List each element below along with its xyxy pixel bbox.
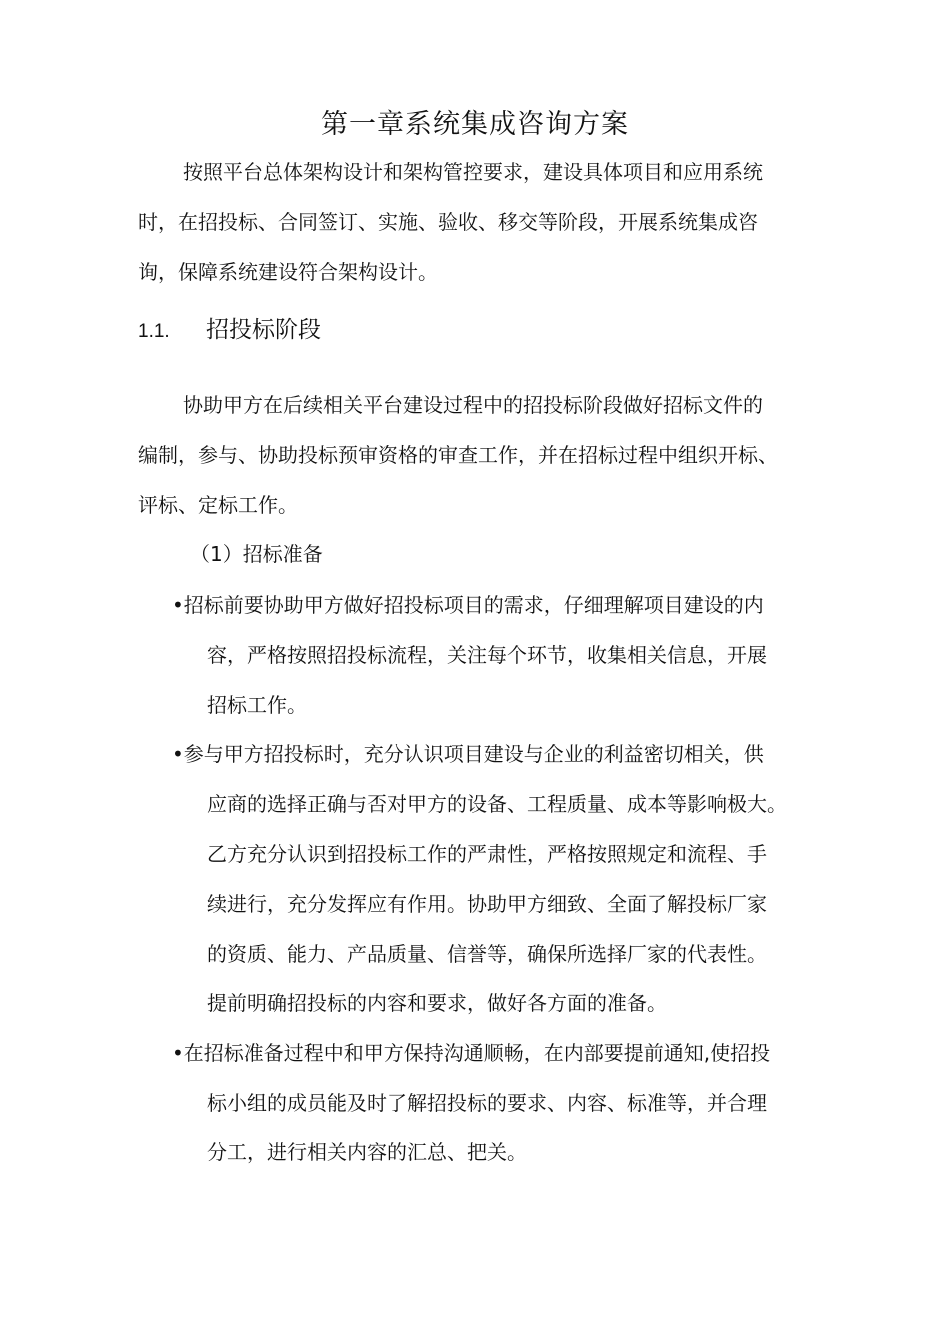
bullet-line: 的资质、能力、产品质量、信誉等，确保所选择厂家的代表性。 [207, 942, 767, 966]
bullet-line: 容，严格按照招投标流程，关注每个环节，收集相关信息，开展 [207, 643, 767, 667]
bullet-first-line: •在招标准备过程中和甲方保持沟通顺畅，在内部要提前通知,使招投 [172, 1041, 771, 1065]
bullet-first-line: •招标前要协助甲方做好招投标项目的需求，仔细理解项目建设的内 [172, 593, 764, 617]
section-para-line: 评标、定标工作。 [138, 493, 298, 517]
bullet-line: 招标工作。 [207, 693, 307, 717]
bullet-line: 续进行，充分发挥应有作用。协助甲方细致、全面了解投标厂家 [207, 892, 767, 916]
section-number: 1.1. [138, 321, 170, 342]
bullet-line: 分工，进行相关内容的汇总、把关。 [207, 1140, 527, 1164]
intro-line: 询，保障系统建设符合架构设计。 [138, 260, 438, 284]
intro-line: 时，在招投标、合同签订、实施、验收、移交等阶段，开展系统集成咨 [138, 210, 758, 234]
bullet-line: 乙方充分认识到招投标工作的严肃性，严格按照规定和流程、手 [207, 842, 767, 866]
bullet-line: 提前明确招投标的内容和要求，做好各方面的准备。 [207, 991, 667, 1015]
intro-line: 按照平台总体架构设计和架构管控要求，建设具体项目和应用系统 [183, 160, 763, 184]
subheading: （1）招标准备 [190, 542, 323, 566]
bullet-line: 应商的选择正确与否对甲方的设备、工程质量、成本等影响极大。 [207, 792, 787, 816]
chapter-title: 第一章系统集成咨询方案 [321, 109, 629, 140]
section-para-line: 协助甲方在后续相关平台建设过程中的招投标阶段做好招标文件的 [183, 393, 763, 417]
section-para-line: 编制，参与、协助投标预审资格的审查工作，并在招标过程中组织开标、 [138, 443, 778, 467]
bullet-line: 标小组的成员能及时了解招投标的要求、内容、标准等，并合理 [207, 1091, 767, 1115]
section-heading [138, 312, 321, 350]
section-title: 招投标阶段 [206, 317, 321, 343]
bullet-first-line: •参与甲方招投标时，充分认识项目建设与企业的利益密切相关，供 [172, 742, 764, 766]
